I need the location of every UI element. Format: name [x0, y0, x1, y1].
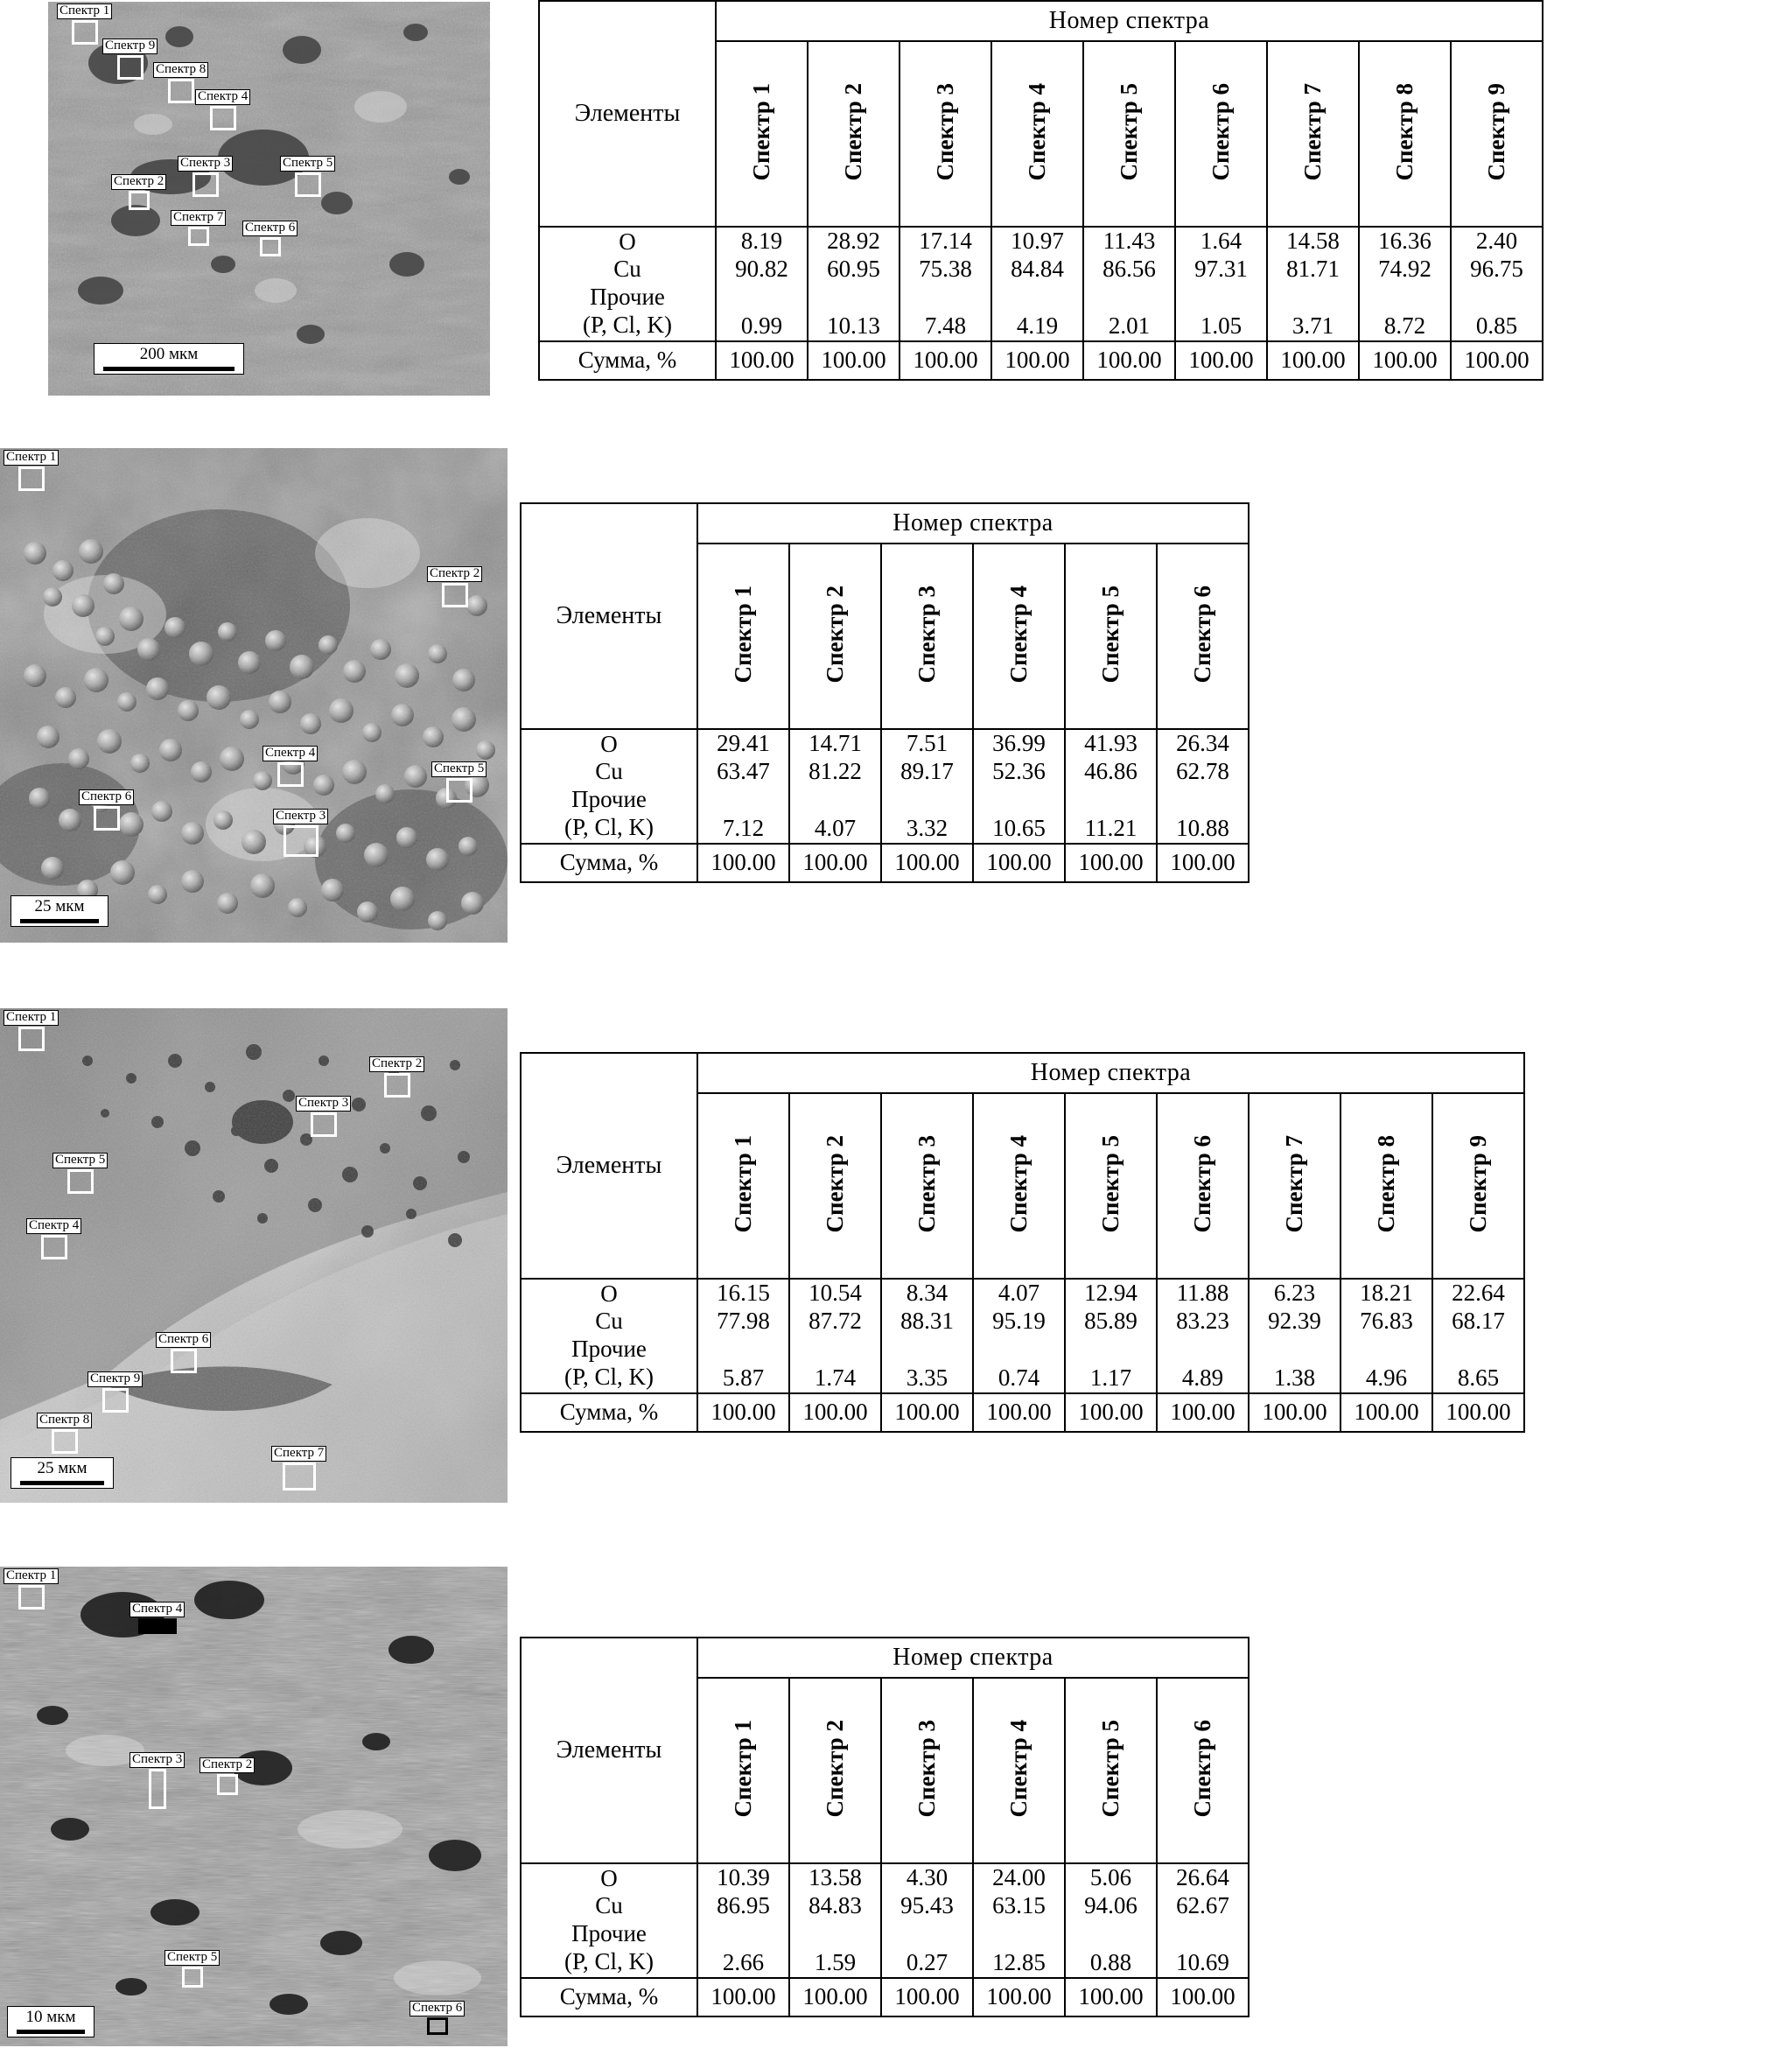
column-header: Спектр 3	[881, 1678, 973, 1863]
value-cell: 18.21 76.83 4.96	[1340, 1279, 1432, 1393]
value-cell: 11.43 86.56 2.01	[1083, 227, 1175, 341]
table-sum-row	[521, 1978, 1249, 2016]
value-cell: 1.64 97.31 1.05	[1175, 227, 1267, 341]
sum-value: 100.00	[716, 341, 808, 380]
sum-label: Сумма, %	[521, 1393, 697, 1432]
value-cell: 16.15 77.98 5.87	[697, 1279, 789, 1393]
value-cell: 16.36 74.92 8.72	[1359, 227, 1451, 341]
sum-value: 100.00	[973, 1393, 1065, 1432]
sum-value: 100.00	[1157, 1393, 1249, 1432]
spectrum-number-header: Номер спектра	[697, 1638, 1249, 1678]
spectrum-marker: Спектр 8	[37, 1413, 92, 1454]
sum-value: 100.00	[1249, 1393, 1340, 1432]
sum-value: 100.00	[1065, 844, 1157, 882]
sum-value: 100.00	[1451, 341, 1543, 380]
spectrum-marker: Спектр 9	[102, 39, 158, 80]
column-header: Спектр 8	[1340, 1093, 1432, 1279]
column-header: Спектр 1	[697, 544, 789, 729]
value-cell: 29.41 63.47 7.12	[697, 729, 789, 844]
sum-value: 100.00	[1267, 341, 1359, 380]
scale-bar-4: 10 мкм	[7, 2006, 94, 2037]
figure-row-1	[0, 0, 1792, 396]
spectrum-marker: Спектр 3	[130, 1752, 185, 1809]
sum-label: Сумма, %	[539, 341, 716, 380]
element-labels: O Cu Прочие (P, Cl, K)	[521, 1863, 697, 1978]
spectrum-marker: Спектр 5	[280, 156, 335, 197]
sum-value: 100.00	[789, 844, 881, 882]
column-header: Спектр 6	[1157, 1678, 1249, 1863]
spectrum-marker: Спектр 8	[153, 62, 208, 103]
sum-value: 100.00	[1340, 1393, 1432, 1432]
figure-row-3	[0, 1008, 1792, 1503]
sum-value: 100.00	[1083, 341, 1175, 380]
column-header: Спектр 2	[789, 1093, 881, 1279]
spectrum-marker: Спектр 2	[111, 174, 166, 210]
sum-value: 100.00	[973, 1978, 1065, 2016]
value-cell: 14.58 81.71 3.71	[1267, 227, 1359, 341]
figure-row-4	[0, 1567, 1792, 2046]
spectrum-marker: Спектр 3	[273, 809, 328, 857]
sum-label: Сумма, %	[521, 844, 697, 882]
spectrum-marker: Спектр 5	[52, 1153, 108, 1194]
sum-value: 100.00	[1175, 341, 1267, 380]
spectrum-marker: Спектр 1	[4, 1010, 59, 1051]
value-cell: 5.06 94.06 0.88	[1065, 1863, 1157, 1978]
value-cell: 11.88 83.23 4.89	[1157, 1279, 1249, 1393]
sum-value: 100.00	[789, 1393, 881, 1432]
elements-header: Элементы	[521, 503, 697, 729]
value-cell: 2.40 96.75 0.85	[1451, 227, 1543, 341]
spectrum-marker: Спектр 1	[57, 4, 112, 45]
column-header: Спектр 4	[991, 41, 1083, 227]
value-cell: 17.14 75.38 7.48	[900, 227, 991, 341]
value-cell: 41.93 46.86 11.21	[1065, 729, 1157, 844]
value-cell: 13.58 84.83 1.59	[789, 1863, 881, 1978]
spectrum-marker: Спектр 4	[262, 746, 318, 787]
micrograph-image-4	[0, 1567, 508, 2046]
value-cell: 10.97 84.84 4.19	[991, 227, 1083, 341]
spectra-table-1	[538, 0, 1544, 381]
spectrum-marker: Спектр 9	[88, 1371, 143, 1413]
spectrum-number-header: Номер спектра	[697, 1053, 1524, 1093]
column-header: Спектр 2	[808, 41, 900, 227]
column-header: Спектр 7	[1249, 1093, 1340, 1279]
sum-value: 100.00	[1065, 1393, 1157, 1432]
spectra-table-2	[520, 502, 1250, 883]
micrograph-image-3	[0, 1008, 508, 1503]
sum-value: 100.00	[1432, 1393, 1524, 1432]
value-cell: 14.71 81.22 4.07	[789, 729, 881, 844]
elements-header: Элементы	[539, 1, 716, 227]
scale-bar-line	[20, 919, 99, 923]
column-header: Спектр 9	[1432, 1093, 1524, 1279]
sum-value: 100.00	[789, 1978, 881, 2016]
spectrum-marker: Спектр 3	[296, 1096, 351, 1137]
column-header: Спектр 6	[1175, 41, 1267, 227]
table-header-group-row	[521, 503, 1249, 544]
spectrum-marker: Спектр 4	[130, 1602, 185, 1634]
column-header: Спектр 3	[900, 41, 991, 227]
spectrum-marker: Спектр 6	[79, 789, 134, 831]
column-header: Спектр 3	[881, 544, 973, 729]
table-row	[539, 227, 1543, 341]
spectra-table-1-wrap	[538, 0, 1544, 381]
spectra-table-3-wrap	[520, 1052, 1525, 1433]
spectrum-marker: Спектр 3	[178, 156, 233, 197]
spectrum-marker: Спектр 6	[242, 221, 298, 256]
micrograph-image-1	[48, 2, 490, 396]
spectrum-marker: Спектр 6	[156, 1332, 211, 1373]
spectra-table-4	[520, 1637, 1250, 2017]
value-cell: 26.34 62.78 10.88	[1157, 729, 1249, 844]
element-labels: O Cu Прочие (P, Cl, K)	[539, 227, 716, 341]
scale-bar-3: 25 мкм	[10, 1457, 114, 1489]
spectrum-marker: Спектр 7	[171, 210, 226, 246]
micrograph-image-2	[0, 448, 508, 943]
column-header: Спектр 7	[1267, 41, 1359, 227]
elements-header: Элементы	[521, 1638, 697, 1863]
spectrum-marker: Спектр 4	[26, 1218, 81, 1259]
value-cell: 7.51 89.17 3.32	[881, 729, 973, 844]
spectra-table-2-wrap	[520, 502, 1250, 883]
sum-value: 100.00	[991, 341, 1083, 380]
value-cell: 36.99 52.36 10.65	[973, 729, 1065, 844]
sum-value: 100.00	[808, 341, 900, 380]
column-header: Спектр 4	[973, 1093, 1065, 1279]
column-header: Спектр 4	[973, 1678, 1065, 1863]
spectrum-marker: Спектр 5	[431, 761, 486, 803]
element-labels: O Cu Прочие (P, Cl, K)	[521, 1279, 697, 1393]
sem-micrograph-3	[0, 1008, 508, 1503]
spectrum-marker: Спектр 1	[4, 1568, 59, 1610]
value-cell: 26.64 62.67 10.69	[1157, 1863, 1249, 1978]
column-header: Спектр 6	[1157, 544, 1249, 729]
column-header: Спектр 6	[1157, 1093, 1249, 1279]
column-header: Спектр 5	[1065, 544, 1157, 729]
sum-label: Сумма, %	[521, 1978, 697, 2016]
table-sum-row	[521, 1393, 1524, 1432]
spectrum-marker: Спектр 7	[271, 1446, 326, 1490]
sum-value: 100.00	[1359, 341, 1451, 380]
sum-value: 100.00	[1065, 1978, 1157, 2016]
value-cell: 12.94 85.89 1.17	[1065, 1279, 1157, 1393]
column-header: Спектр 5	[1083, 41, 1175, 227]
value-cell: 22.64 68.17 8.65	[1432, 1279, 1524, 1393]
column-header: Спектр 3	[881, 1093, 973, 1279]
column-header: Спектр 5	[1065, 1678, 1157, 1863]
table-header-group-row	[539, 1, 1543, 41]
spectra-table-3	[520, 1052, 1525, 1433]
table-row	[521, 1863, 1249, 1978]
sum-value: 100.00	[881, 1978, 973, 2016]
scale-bar-1: 200 мкм	[94, 343, 244, 375]
sum-value: 100.00	[1157, 844, 1249, 882]
value-cell: 28.92 60.95 10.13	[808, 227, 900, 341]
column-header: Спектр 1	[697, 1093, 789, 1279]
elements-header: Элементы	[521, 1053, 697, 1279]
column-header: Спектр 8	[1359, 41, 1451, 227]
value-cell: 4.07 95.19 0.74	[973, 1279, 1065, 1393]
spectra-table-4-wrap	[520, 1637, 1250, 2017]
element-labels: O Cu Прочие (P, Cl, K)	[521, 729, 697, 844]
spectrum-marker: Спектр 1	[4, 450, 59, 491]
sum-value: 100.00	[697, 1393, 789, 1432]
spectrum-number-header: Номер спектра	[697, 503, 1249, 544]
column-header: Спектр 1	[697, 1678, 789, 1863]
sum-value: 100.00	[900, 341, 991, 380]
column-header: Спектр 4	[973, 544, 1065, 729]
spectrum-marker: Спектр 2	[200, 1757, 255, 1795]
value-cell: 6.23 92.39 1.38	[1249, 1279, 1340, 1393]
spectrum-marker: Спектр 4	[195, 89, 250, 130]
sum-value: 100.00	[1157, 1978, 1249, 2016]
value-cell: 8.19 90.82 0.99	[716, 227, 808, 341]
table-row	[521, 1279, 1524, 1393]
table-header-group-row	[521, 1053, 1524, 1093]
value-cell: 10.54 87.72 1.74	[789, 1279, 881, 1393]
value-cell: 8.34 88.31 3.35	[881, 1279, 973, 1393]
sum-value: 100.00	[973, 844, 1065, 882]
table-header-group-row	[521, 1638, 1249, 1678]
sum-value: 100.00	[697, 844, 789, 882]
spectrum-marker: Спектр 2	[369, 1056, 424, 1098]
sem-micrograph-2	[0, 448, 508, 943]
spectrum-marker: Спектр 6	[410, 2001, 465, 2035]
table-sum-row	[521, 844, 1249, 882]
spectrum-number-header: Номер спектра	[716, 1, 1543, 41]
table-row	[521, 729, 1249, 844]
column-header: Спектр 2	[789, 544, 881, 729]
column-header: Спектр 2	[789, 1678, 881, 1863]
sem-micrograph-1	[48, 2, 490, 396]
column-header: Спектр 1	[716, 41, 808, 227]
scale-bar-line	[20, 1481, 104, 1485]
value-cell: 10.39 86.95 2.66	[697, 1863, 789, 1978]
spectrum-marker: Спектр 5	[164, 1950, 220, 1988]
value-cell: 24.00 63.15 12.85	[973, 1863, 1065, 1978]
sem-micrograph-4	[0, 1567, 508, 2046]
scale-bar-line	[103, 367, 234, 371]
scale-bar-line	[17, 2030, 85, 2034]
value-cell: 4.30 95.43 0.27	[881, 1863, 973, 1978]
scale-bar-2: 25 мкм	[10, 895, 108, 927]
sum-value: 100.00	[881, 1393, 973, 1432]
table-sum-row	[539, 341, 1543, 380]
column-header: Спектр 5	[1065, 1093, 1157, 1279]
spectrum-marker: Спектр 2	[427, 566, 482, 607]
column-header: Спектр 9	[1451, 41, 1543, 227]
sum-value: 100.00	[697, 1978, 789, 2016]
sum-value: 100.00	[881, 844, 973, 882]
figure-row-2	[0, 448, 1792, 943]
